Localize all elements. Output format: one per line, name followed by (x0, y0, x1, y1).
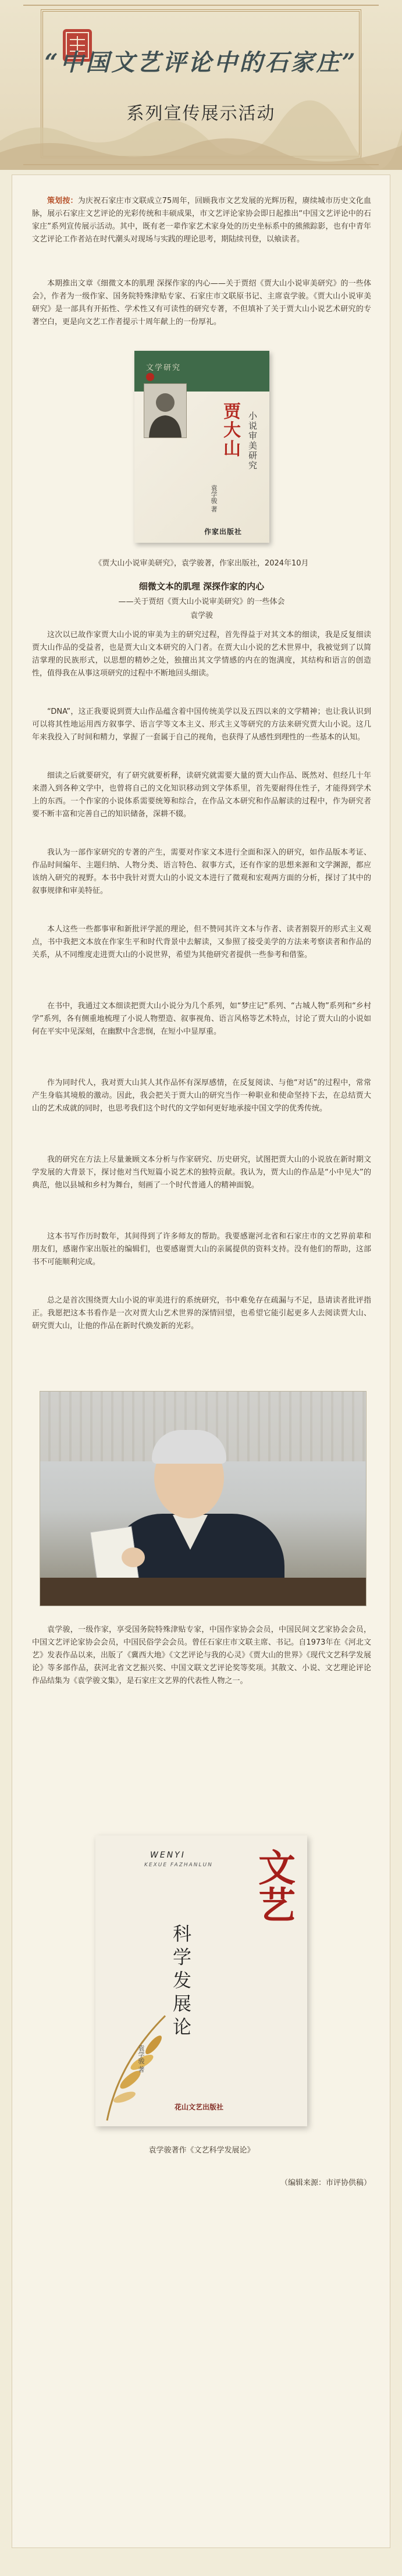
mountain-decoration (0, 100, 402, 170)
book-cover-wenyi (95, 1835, 307, 2126)
banner-top-rule (23, 5, 379, 6)
cover2-publisher: 花山文艺出版社 (175, 2103, 224, 2111)
cover-series-label: 文学研究 (146, 364, 182, 372)
portrait-icon (144, 384, 186, 437)
article-paragraph: 本人这些一些都事审和新批评学派的理论，但不赞同其许文本与作者、读者割裂开的形式主义观点，书中我把文本放在作家生平和时代背景中去解读，又参照了接受美学的方法来考察读者和作品的关系，从不同维度走进贾大山的小说世界，希望为其他研究者提供一些参考和借鉴。 (32, 925, 371, 959)
article-paragraph: 我认为一部作家研究的专著的产生，需要对作家文本进行全面和深入的研究，如作品版本考证、作品时间编年、主题归纳、人物分类、语言特色、叙事方式，还有作家的思想来源和文学渊源，都应该纳入研究的视野。本书中我针对贾大山的小说文本进行了微观和宏观两方面的分析，探讨了其中的叙事规律和审美特征。 (32, 848, 371, 895)
article-paragraph: 总之是首次围绕贾大山小说的审美进行的系统研究，书中难免存在疏漏与不足，恳请读者批评指正。我愿把这本书看作是一次对贾大山艺术世界的深情回望，也希望它能引起更多人去阅读贾大山、研究贾大山，让他的作品在新时代焕发新的光彩。 (32, 1296, 371, 1330)
article-title: 细微文本的肌理 深探作家的内心 (138, 581, 265, 592)
article-paragraph: 这本书写作历时数年，其间得到了许多师友的帮助。我要感谢河北省和石家庄市的文艺界前辈和朋友们，感谢作家出版社的编辑们，也要感谢贾大山的亲属提供的资料支持。没有他们的帮助，这部书不可能顺利完成。 (32, 1232, 371, 1266)
article-paragraph: 我的研究在方法上尽量兼顾文本分析与作家研究、历史研究，试图把贾大山的小说放在新时期文学发展的大背景下，探讨他对当代短篇小说艺术的独特贡献。我认为，贾大山的作品是“小中见大”的典范，他以县城和乡村为舞台，刻画了一个时代普通人的精神面貌。 (32, 1155, 371, 1190)
source-note: （编辑来源：市评协供稿） (280, 2179, 371, 2187)
article-paragraph: “DNA”，这正我要说到贾大山作品蕴含着中国传统美学以及五四以来的文学精神；也让我认识到可以将其性地运用西方叙事学、语言学等文本主义、形式主义等研究的方法来研究贾大山小说。这几年来我投入了时间和精力，掌握了一套属于自己的视角，也获得了从感性到理性的一些基本的认知。 (32, 707, 371, 742)
book2-caption: 袁学骏著作《文艺科学发展论》 (148, 2146, 255, 2155)
article-panel (12, 175, 390, 2548)
article-author: 袁学骏 (190, 611, 213, 620)
article-subtitle: ——关于贾绍《贾大山小说审美研究》的一些体会 (118, 597, 285, 606)
intro-paragraph (32, 195, 371, 246)
cover-publisher: 作家出版社 (204, 528, 243, 536)
article-paragraph: 在书中，我通过文本细读把贾大山小说分为几个系列，如“梦庄记”系列、“古城人物”系列和“乡村学”系列，各有侧重地梳理了小说人物塑造、叙事视角、语言风格等艺术特点，讨论了贾大山的小说如何在平实中见深刻，在幽默中含悲悯，在短小中显厚重。 (32, 1002, 371, 1036)
cover2-calligraphy: 文艺 (252, 1848, 296, 1923)
banner-subtitle: 系列宣传展示活动 (126, 104, 276, 124)
cover2-author: 袁学骏 著 (137, 2045, 145, 2073)
photo-hand (122, 1547, 145, 1567)
book1-caption: 《贾大山小说审美研究》，袁学骏著，作家出版社，2024年10月 (94, 559, 309, 568)
article-paragraph: 这次以已故作家贾大山小说的审美为主的研究过程，首先得益于对其文本的细读，我是反复细读贾大山作品的受益者，也是贾大山文本研究的入门者。在贾大山小说的艺术世界中，我被觉到了以简洁掌理的民族形式，以思想的精妙之处，独擅出其文学情感的内在的饱满度，其结构和语言的创造性，值得我在从事这项研究的过程中不断地回头细读。 (32, 631, 371, 678)
banner-bottom-rule (23, 164, 379, 165)
cover-title: 贾大山 (220, 402, 240, 458)
cover2-pinyin-sub: KEXUE FAZHANLUN (144, 1862, 213, 1868)
author-portrait (144, 383, 187, 438)
intro-paragraph-2: 本期推出文章《细微文本的肌理 深探作家的内心——关于贾绍《贾大山小说审美研究》的一些体会》，作者为一级作家、国务院特殊津贴专家、石家庄市文联原书记、主席袁学骏。《贾大山小说审美研究》是一部具有开拓性、学术性又有可读性的研究专著，不但填补了关于贾大山小说艺术研究的专著空白，更是向文艺工作者提示十周年献上的一份厚礼。 (32, 279, 371, 326)
cover-author: 袁学骏 著 (210, 485, 218, 513)
cover2-title: 科学发展论 (170, 1924, 192, 2040)
intro-text: 为庆祝石家庄市文联成立75周年，回顾我市文艺发展的光辉历程，赓续城市历史文化血脉，展示石家庄文艺评论的光彩传统和丰硕成果，市文艺评论家协会即日起推出“中国文艺评论中的石家庄”系列宣传展示活动。其中，既有老一辈作家艺术家身处的历史坐标系中的熊熊踪影，也有中青年文艺评论工作者站在时代潮头对现场与实践的理论思考，期陆续刊登，以飨读者。 (32, 197, 371, 244)
article-paragraph: 细读之后就要研究，有了研究就要析释，读研究就需要大量的贾大山作品、既然对、但经几十年来潜入到各种文学中，也曾将自己的文化知识移动到文学体系里，首先要耐得住性子，才能得到学术上的东西。一个作家的小说体系需要统筹和综合，在作品文本研究和作品解读的过程中，作为研究者要不断丰富和完善自己的知识储备，深耕不辍。 (32, 771, 371, 819)
photo-table (40, 1578, 366, 1606)
author-photo (40, 1391, 367, 1606)
article-paragraph: 作为同时代人，我对贾大山其人其作品怀有深厚感情，在反复阅读、与他“对话”的过程中，常常产生身临其境般的激动。因此，我会把关于贾大山的研究当作一种职业和使命坚持下去，在总结贾大山的艺术成就的同时，也思考我们这个时代的文学如何更好地承接中国文学的优秀传统。 (32, 1079, 371, 1113)
author-bio: 袁学骏，一级作家，享受国务院特殊津贴专家，中国作家协会会员，中国民间文艺家协会会员，中国文艺评论家协会会员，中国民俗学会会员。曾任石家庄市文联主席、书记。自1973年在《河北文艺》发表作品以来，出版了《冀西大地》《文艺评论与我的心灵》《贾大山的世界》《现代文艺科学发展论》等多部作品，获河北省文艺振兴奖、中国文联文艺评论奖等奖项。其散文、小说、文艺理论评论作品结集为《袁学骏文集》，是石家庄文艺界的代表性人物之一。 (32, 1625, 371, 1685)
banner-title: “中国文艺评论中的石家庄” (44, 49, 358, 76)
cover2-pinyin: WENYI (150, 1851, 186, 1860)
header-banner (0, 0, 402, 170)
cover-subtitle: 小说审美研究 (247, 411, 258, 471)
cover-dot-icon (146, 373, 154, 381)
intro-lead: 策划按： (47, 197, 78, 205)
book-cover-jia-dashan (134, 351, 269, 543)
